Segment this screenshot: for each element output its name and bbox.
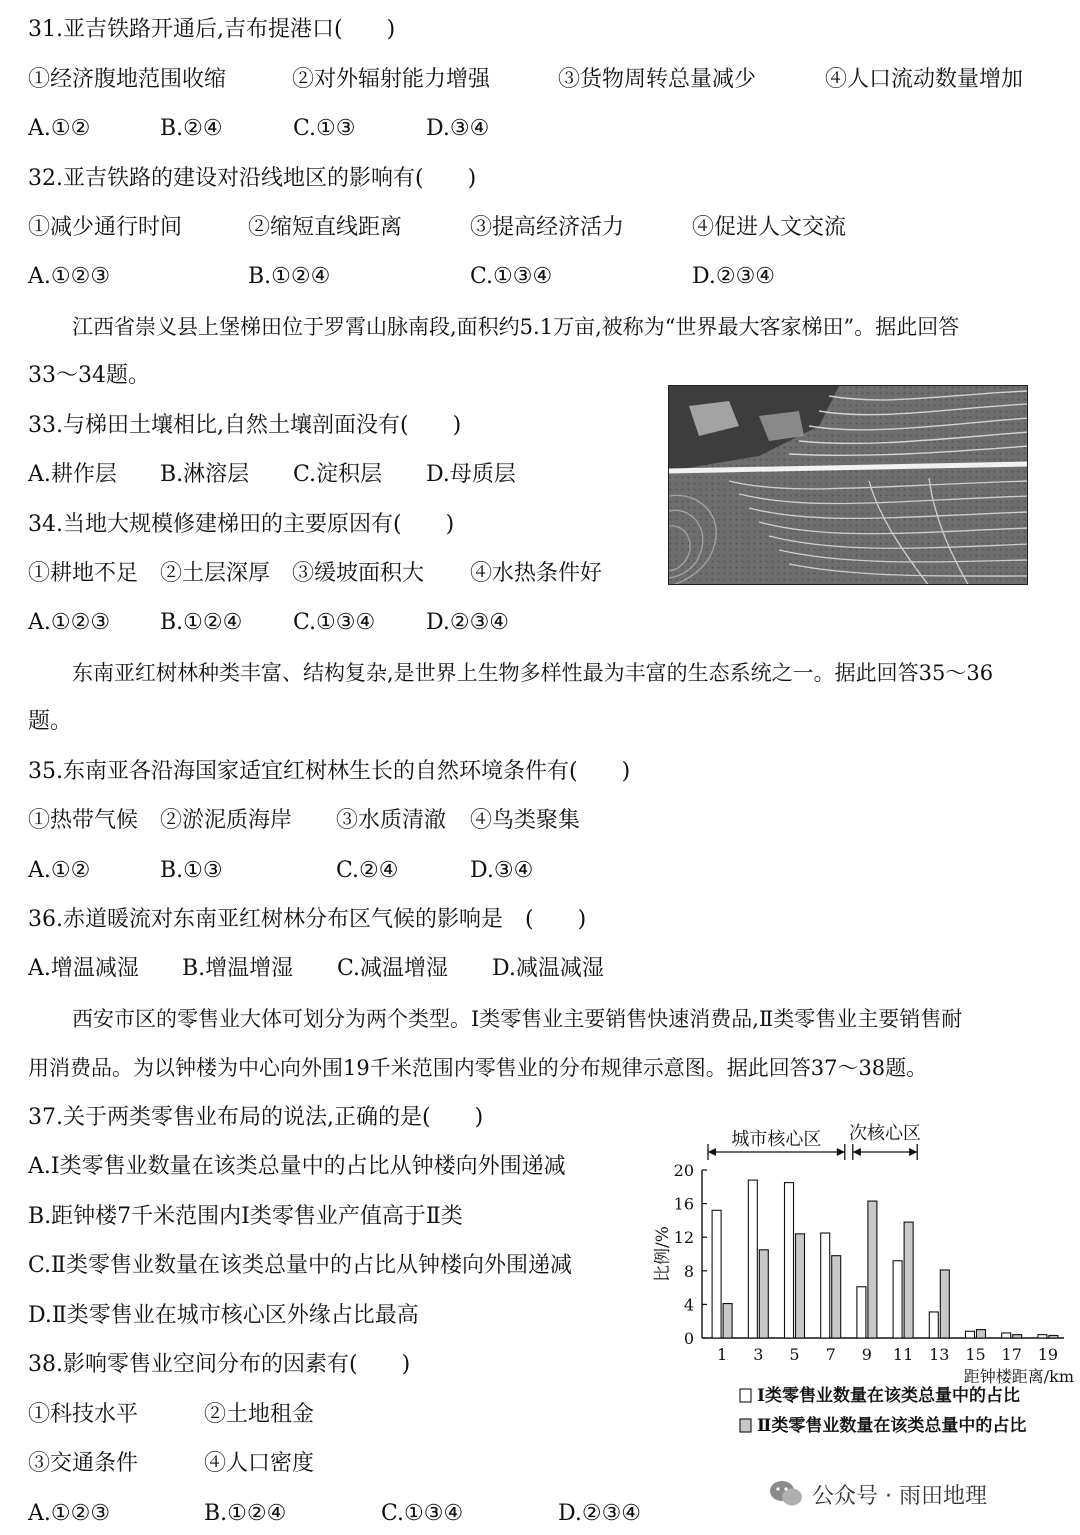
annotation-arrow-left [853, 1148, 861, 1156]
x-tick-label: 11 [892, 1345, 914, 1364]
q37-choice-a[interactable]: A.Ⅰ类零售业数量在该类总量中的占比从钟楼向外围递减 [28, 1154, 566, 1179]
q33-choice-c[interactable]: C.淀积层 [293, 462, 383, 487]
q38-item-2: ②土地租金 [204, 1402, 315, 1427]
q32-choice-d[interactable]: D.②③④ [692, 264, 776, 289]
q38-item-3: ③交通条件 [28, 1451, 139, 1476]
legend-swatch-1 [740, 1389, 751, 1402]
q34-item-1: ①耕地不足 [28, 561, 139, 586]
q32-choice-c[interactable]: C.①③④ [470, 264, 553, 289]
q34-item-3: ③缓坡面积大 [292, 561, 425, 586]
q37-choice-b[interactable]: B.距钟楼7千米范围内Ⅰ类零售业产值高于Ⅱ类 [28, 1204, 463, 1229]
q33-choice-b[interactable]: B.淋溶层 [160, 462, 250, 487]
bar-series-1-1 [712, 1210, 721, 1338]
y-axis-label: 比例/% [653, 1226, 673, 1282]
q33-choice-a[interactable]: A.耕作层 [28, 462, 117, 487]
q36-stem: 36.赤道暖流对东南亚红树林分布区气候的影响是 ( ) [28, 907, 587, 932]
bar-series-1-13 [929, 1312, 938, 1338]
wechat-icon [768, 1479, 804, 1509]
intro-37-line-2: 用消费品。为以钟楼为中心向外围19千米范围内零售业的分布规律示意图。据此回答37～38题。 [28, 1056, 928, 1080]
x-axis-label: 距钟楼距离/km [963, 1367, 1074, 1386]
q31-item-1: ①经济腹地范围收缩 [28, 67, 227, 92]
x-tick-label: 1 [717, 1345, 728, 1364]
q35-choice-c[interactable]: C.②④ [336, 858, 399, 883]
q38-choice-d[interactable]: D.②③④ [558, 1501, 642, 1526]
q34-item-4: ④水热条件好 [470, 561, 603, 586]
q32-stem: 32.亚吉铁路的建设对沿线地区的影响有( ) [28, 166, 477, 191]
bar-series-1-7 [821, 1233, 830, 1338]
intro-35-line-2: 题。 [28, 709, 73, 734]
q31-stem: 31.亚吉铁路开通后,吉布提港口( ) [28, 17, 396, 42]
q31-item-3: ③货物周转总量减少 [558, 67, 757, 92]
q38-choice-c[interactable]: C.①③④ [381, 1501, 464, 1526]
q36-choice-b[interactable]: B.增温增湿 [182, 956, 294, 981]
q35-choice-b[interactable]: B.①③ [160, 858, 223, 883]
intro-33-line-2: 33～34题。 [28, 363, 150, 388]
q32-choice-a[interactable]: A.①②③ [28, 264, 111, 289]
retail-distribution-chart [640, 1118, 1080, 1458]
bar-series-2-1 [723, 1304, 732, 1338]
bar-series-1-11 [893, 1261, 902, 1338]
q33-choice-d[interactable]: D.母质层 [426, 462, 516, 487]
terraced-field-illustration [669, 386, 1028, 585]
y-tick-label: 12 [673, 1228, 694, 1248]
q35-item-2: ②淤泥质海岸 [160, 808, 293, 833]
q36-choice-d[interactable]: D.减温减湿 [492, 956, 604, 981]
q32-item-2: ②缩短直线距离 [248, 215, 403, 240]
legend-label-2: Ⅱ类零售业数量在该类总量中的占比 [757, 1416, 1027, 1436]
legend-label-1: Ⅰ类零售业数量在该类总量中的占比 [757, 1386, 1020, 1406]
q36-choice-a[interactable]: A.增温减湿 [28, 956, 139, 981]
annotation-label: 次核心区 [849, 1123, 921, 1144]
q34-choice-c[interactable]: C.①③④ [293, 610, 376, 635]
bar-series-2-9 [868, 1201, 877, 1338]
legend-swatch-2 [740, 1419, 751, 1432]
q38-item-1: ①科技水平 [28, 1402, 139, 1427]
q35-choice-d[interactable]: D.③④ [470, 858, 534, 883]
q38-choice-a[interactable]: A.①②③ [28, 1501, 111, 1526]
bar-series-2-19 [1049, 1335, 1058, 1338]
bar-series-1-15 [966, 1331, 975, 1338]
q37-stem: 37.关于两类零售业布局的说法,正确的是( ) [28, 1105, 484, 1130]
bar-series-1-5 [785, 1183, 794, 1338]
q34-item-2: ②土层深厚 [160, 561, 271, 586]
q32-item-1: ①减少通行时间 [28, 215, 183, 240]
y-tick-label: 20 [673, 1161, 694, 1180]
q34-choice-d[interactable]: D.②③④ [426, 610, 510, 635]
q35-choice-a[interactable]: A.①② [28, 858, 91, 883]
bar-series-2-7 [832, 1256, 841, 1338]
q36-choice-c[interactable]: C.减温增湿 [337, 956, 449, 981]
q35-stem: 35.东南亚各沿海国家适宜红树林生长的自然环境条件有( ) [28, 759, 631, 784]
q31-item-2: ②对外辐射能力增强 [292, 67, 491, 92]
bar-series-1-9 [857, 1287, 866, 1338]
q31-item-4: ④人口流动数量增加 [825, 67, 1024, 92]
x-tick-label: 13 [929, 1345, 950, 1364]
q31-choice-d[interactable]: D.③④ [426, 116, 490, 141]
x-tick-label: 7 [825, 1345, 836, 1364]
x-tick-label: 9 [861, 1345, 872, 1364]
q32-choice-b[interactable]: B.①②④ [248, 264, 331, 289]
q31-choice-b[interactable]: B.②④ [160, 116, 223, 141]
y-tick-label: 4 [683, 1295, 694, 1315]
q32-item-4: ④促进人文交流 [692, 215, 847, 240]
x-tick-label: 19 [1037, 1345, 1059, 1364]
annotation-label: 城市核心区 [731, 1129, 822, 1150]
q34-choice-a[interactable]: A.①②③ [28, 610, 111, 635]
watermark-text: 公众号 · 雨田地理 [812, 1483, 987, 1509]
terraced-field-photo [668, 385, 1028, 585]
x-tick-label: 5 [789, 1345, 800, 1364]
bar-series-1-19 [1038, 1335, 1047, 1338]
q34-choice-b[interactable]: B.①②④ [160, 610, 243, 635]
bar-series-1-17 [1002, 1333, 1011, 1338]
y-tick-label: 8 [683, 1261, 694, 1281]
q37-choice-d[interactable]: D.Ⅱ类零售业在城市核心区外缘占比最高 [28, 1303, 419, 1328]
annotation-arrow-right [837, 1148, 845, 1156]
x-tick-label: 15 [965, 1345, 986, 1364]
q37-choice-c[interactable]: C.Ⅱ类零售业数量在该类总量中的占比从钟楼向外围递减 [28, 1253, 572, 1278]
y-tick-label: 0 [683, 1329, 694, 1348]
bar-series-2-13 [940, 1270, 949, 1338]
y-tick-label: 16 [673, 1194, 694, 1214]
bar-series-2-17 [1013, 1335, 1022, 1338]
bar-series-1-3 [748, 1180, 757, 1338]
bar-series-2-15 [977, 1330, 986, 1338]
x-tick-label: 3 [753, 1345, 764, 1364]
q38-choice-b[interactable]: B.①②④ [204, 1501, 287, 1526]
q35-item-1: ①热带气候 [28, 808, 139, 833]
q33-stem: 33.与梯田土壤相比,自然土壤剖面没有( ) [28, 413, 462, 438]
q38-stem: 38.影响零售业空间分布的因素有( ) [28, 1352, 411, 1377]
intro-37-line-1: 西安市区的零售业大体可划分为两个类型。Ⅰ类零售业主要销售快速消费品,Ⅱ类零售业主要销售耐 [72, 1007, 963, 1031]
intro-35-line-1: 东南亚红树林种类丰富、结构复杂,是世界上生物多样性最为丰富的生态系统之一。据此回答35～36 [72, 661, 994, 685]
q31-choice-a[interactable]: A.①② [28, 116, 91, 141]
q31-choice-c[interactable]: C.①③ [293, 116, 356, 141]
q34-stem: 34.当地大规模修建梯田的主要原因有( ) [28, 512, 455, 537]
watermark [768, 1476, 1058, 1512]
bar-series-2-3 [759, 1250, 768, 1338]
bar-series-2-11 [904, 1222, 913, 1338]
q38-item-4: ④人口密度 [204, 1451, 315, 1476]
x-tick-label: 17 [1001, 1345, 1022, 1364]
q32-item-3: ③提高经济活力 [470, 215, 625, 240]
intro-33-line-1: 江西省崇义县上堡梯田位于罗霄山脉南段,面积约5.1万亩,被称为“世界最大客家梯田”。据此回答 [72, 315, 960, 339]
bar-series-2-5 [796, 1234, 805, 1338]
annotation-arrow-left [708, 1148, 716, 1156]
q35-item-4: ④鸟类聚集 [470, 808, 581, 833]
q35-item-3: ③水质清澈 [336, 808, 447, 833]
annotation-arrow-right [909, 1148, 917, 1156]
